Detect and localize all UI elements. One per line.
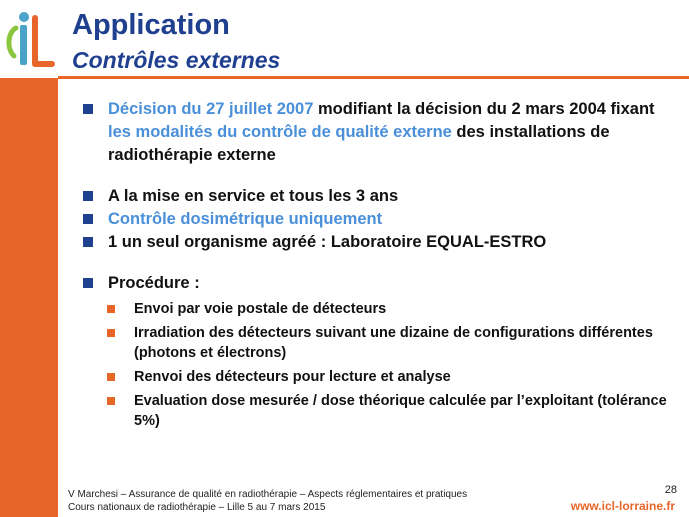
bullet-frequency: A la mise en service et tous les 3 ans (82, 185, 682, 208)
icl-logo-icon (6, 8, 58, 72)
footer-line-2: Cours nationaux de radiothérapie – Lille 5 au 7 mars 2015 (68, 502, 326, 513)
decision-date-text: Décision du 27 juillet 2007 (108, 100, 314, 118)
spacer (82, 254, 682, 272)
left-band-gap (58, 78, 68, 517)
website-link[interactable]: www.icl-lorraine.fr (570, 499, 675, 513)
bullet-organism: 1 un seul organisme agréé : Laboratoire EQUAL-ESTRO (82, 231, 682, 254)
procedure-step: Envoi par voie postale de détecteurs (106, 299, 682, 319)
bullet-procedure: Procédure : (82, 272, 682, 295)
modalities-text: les modalités du contrôle de qualité externe (108, 123, 452, 141)
footer-credits (68, 488, 467, 514)
left-accent-band (0, 78, 58, 517)
installations-text: des installations de radiothérapie externe (108, 123, 610, 164)
procedure-step: Evaluation dose mesurée / dose théorique calculée par l’exploitant (tolérance 5%) (106, 391, 682, 431)
procedure-step: Renvoi des détecteurs pour lecture et analyse (106, 367, 682, 387)
footer-line-1: V Marchesi – Assurance de qualité en radiothérapie – Aspects réglementaires et pratiques (68, 489, 468, 500)
header-divider (58, 76, 689, 79)
bullet-dosimetric: Contrôle dosimétrique uniquement (82, 208, 682, 231)
page-subtitle: Contrôles externes (72, 47, 281, 73)
bullet-decision (82, 98, 682, 167)
spacer (82, 167, 682, 185)
decision-text: modifiant la décision du 2 mars 2004 fixant (313, 100, 655, 118)
page-title: Application (72, 9, 230, 41)
page-number: 28 (664, 484, 677, 496)
slide-content (82, 98, 682, 431)
procedure-step: Irradiation des détecteurs suivant une dizaine de configurations différentes (photons et électrons) (106, 323, 682, 363)
